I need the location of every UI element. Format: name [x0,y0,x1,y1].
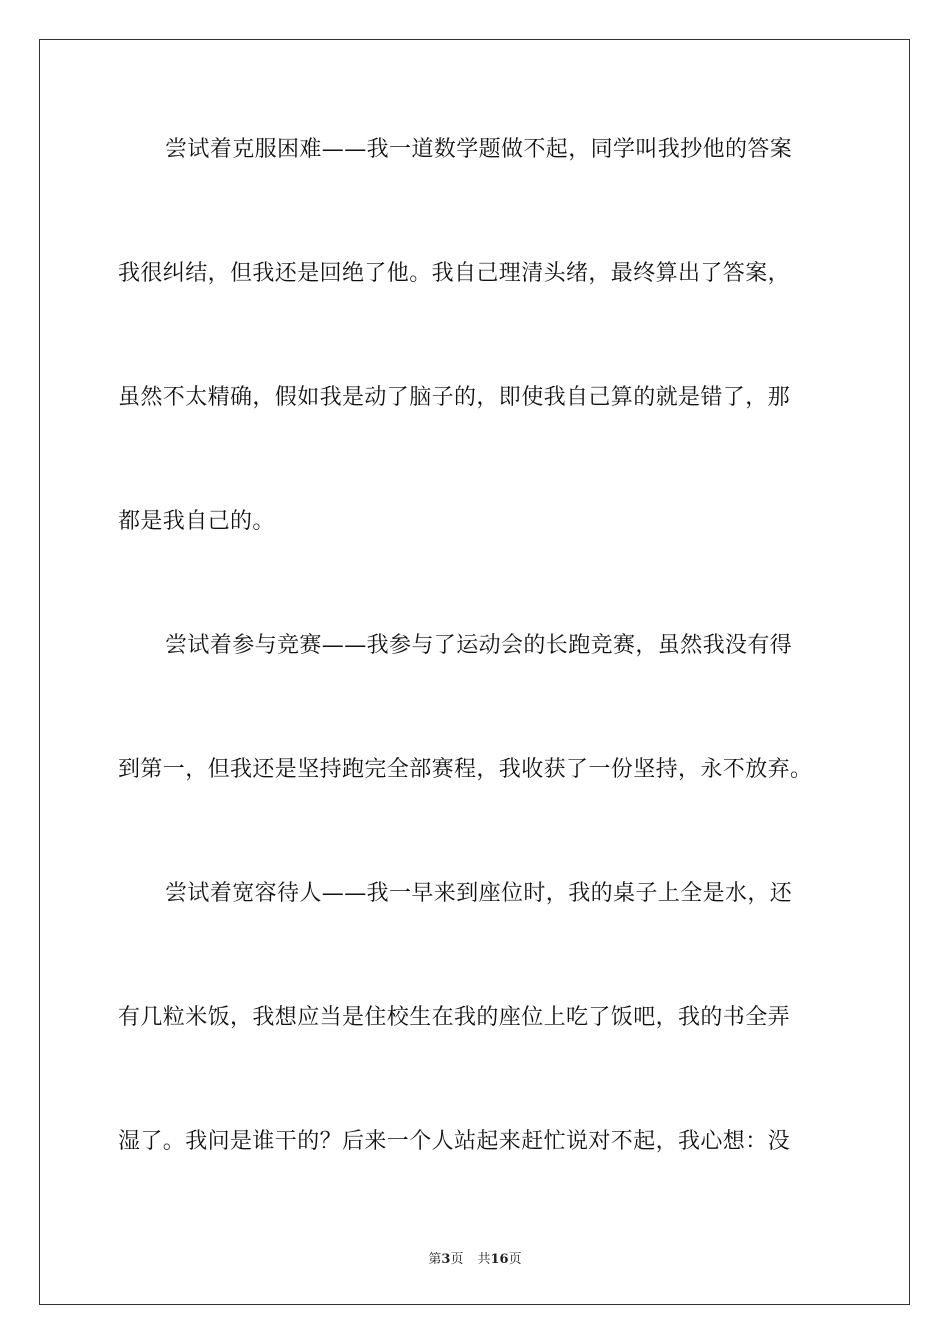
total-prefix: 共 [477,1252,491,1267]
total-suffix: 页 [508,1252,522,1267]
page-total: 16 [490,1252,509,1267]
paragraph-2-line-2: 到第一，但我还是坚持跑完全部赛程，我收获了一份坚持，永不放弃。 [118,757,813,782]
paragraph-3-line-2: 有几粒米饭，我想应当是住校生在我的座位上吃了饭吧，我的书全弄 [118,1005,791,1030]
page-prefix: 第 [428,1252,442,1267]
paragraph-3-line-1: 尝试着宽容待人——我一早来到座位时，我的桌子上全是水，还 [165,881,793,906]
page-current: 3 [441,1252,451,1267]
paragraph-1-line-1: 尝试着克服困难——我一道数学题做不起，同学叫我抄他的答案 [165,137,793,162]
page-border [39,39,910,1305]
paragraph-1-line-3: 虽然不太精确，假如我是动了脑子的，即使我自己算的就是错了，那 [118,385,791,410]
paragraph-1-line-2: 我很纠结，但我还是回绝了他。我自己理清头绪，最终算出了答案， [118,261,791,286]
paragraph-1-line-4: 都是我自己的。 [118,509,275,534]
paragraph-3-line-3: 湿了。我问是谁干的？后来一个人站起来赶忙说对不起，我心想：没 [118,1129,791,1154]
page-footer [0,1248,950,1267]
page-suffix: 页 [450,1252,464,1267]
paragraph-2-line-1: 尝试着参与竞赛——我参与了运动会的长跑竞赛，虽然我没有得 [165,633,793,658]
